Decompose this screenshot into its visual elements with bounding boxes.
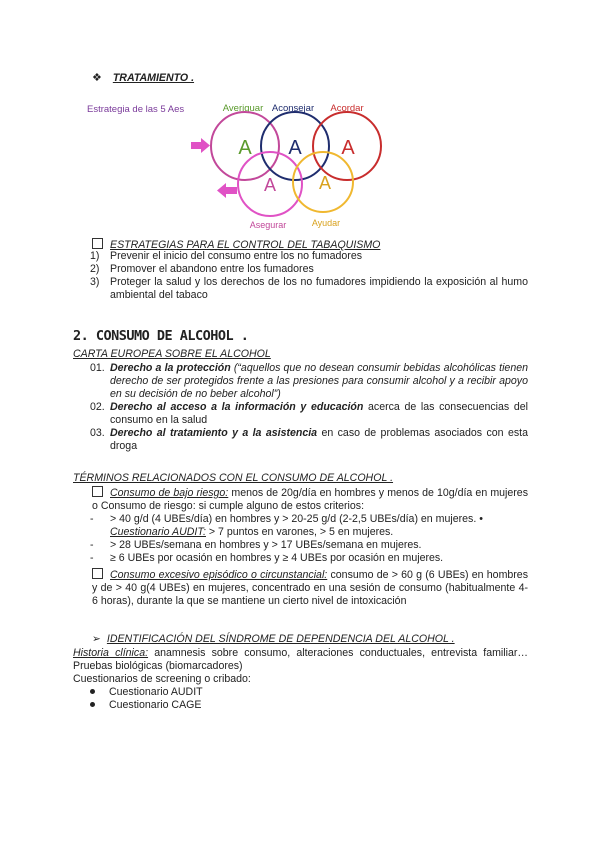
estrategias-list	[90, 250, 528, 302]
list-item	[90, 276, 528, 302]
five-as-diagram	[80, 94, 410, 234]
dash1-a: > 40 g/d (4 UBEs/día) en hombres y > 20-25 g/d (2-2,5 UBEs/día) en mujeres. •	[110, 513, 483, 525]
bajo-riesgo	[92, 486, 528, 513]
label-acordar: Acordar	[330, 103, 364, 114]
list-item	[90, 427, 528, 453]
bajo-riesgo-label: Consumo de bajo riesgo:	[110, 487, 229, 499]
checkbox-icon	[92, 238, 103, 249]
bullet-icon	[90, 702, 95, 707]
historia-text: anamnesis sobre consumo, alteraciones conductuales, entrevista familiar… Pruebas biológicas (biomarcadores)	[73, 647, 528, 672]
item-number: 01.	[90, 362, 105, 374]
section-title: 2. CONSUMO DE ALCOHOL .	[73, 328, 249, 344]
estrategias-title: ESTRATEGIAS PARA EL CONTROL DEL TABAQUISMO	[110, 239, 381, 251]
cuestionarios-list	[90, 686, 203, 712]
dash-bullet: -	[90, 539, 94, 551]
tratamiento-heading	[92, 72, 194, 85]
item-text	[110, 401, 528, 427]
item-bold: Derecho a la protección	[110, 362, 231, 374]
list-item	[90, 401, 528, 427]
identificacion-title: IDENTIFICACIÓN DEL SÍNDROME DE DEPENDENCIA DEL ALCOHOL .	[106, 633, 455, 645]
letter-asegurar: A	[263, 175, 277, 195]
list-item	[90, 250, 528, 263]
excesivo-text: consumo de > 60 g (6 UBEs) en hombres y de > 40 g(4 UBEs) en mujeres, concentrado en una sesión de consumo (habitualmente 4-6 horas), durante la que se mantiene un cierto nivel de intoxicación	[92, 569, 528, 607]
item-number: 1)	[90, 250, 100, 262]
historia-clinica	[73, 647, 528, 673]
list-item	[90, 552, 528, 565]
identificacion-heading	[92, 633, 455, 646]
letter-ayudar: A	[318, 173, 332, 193]
arrow-left-icon	[217, 183, 237, 198]
list-item	[90, 513, 528, 539]
item-text: > 28 UBEs/semana en hombres y > 17 UBEs/semana en mujeres.	[110, 539, 422, 551]
item-text	[110, 513, 483, 539]
label-ayudar: Ayudar	[311, 218, 341, 228]
dash-bullet: -	[90, 513, 94, 525]
label-aconsejar: Aconsejar	[271, 103, 315, 114]
checkbox-icon	[92, 568, 103, 579]
item-text: ≥ 6 UBEs por ocasión en hombres y ≥ 4 UBEs por ocasión en mujeres.	[110, 552, 444, 564]
letter-acordar: A	[341, 137, 355, 159]
list-item	[90, 362, 528, 401]
item-text: Prevenir el inicio del consumo entre los no fumadores	[110, 250, 363, 262]
tratamiento-title: TRATAMIENTO .	[112, 72, 195, 84]
item-text: Cuestionario CAGE	[109, 699, 202, 711]
cuestionarios-label: Cuestionarios de screening o cribado:	[73, 673, 251, 685]
carta-title: CARTA EUROPEA SOBRE EL ALCOHOL	[73, 348, 271, 360]
item-bold: Derecho al tratamiento y a la asistencia	[110, 427, 318, 439]
carta-list	[90, 362, 528, 453]
audit-label: Cuestionario AUDIT:	[110, 526, 206, 538]
diamond-bullet-icon: ❖	[92, 72, 102, 84]
dash-bullet: -	[90, 552, 94, 564]
item-text	[110, 362, 528, 401]
list-item	[90, 263, 528, 276]
item-number: 02.	[90, 401, 105, 413]
letter-averiguar: A	[238, 137, 252, 159]
item-rest: acerca de las consecuencias del consumo en la salud	[110, 401, 528, 426]
item-bold: Derecho al acceso a la información y educación	[110, 401, 364, 413]
item-text: Proteger la salud y los derechos de los no fumadores impidiendo la exposición al humo ambiental del tabaco	[110, 276, 528, 301]
list-item	[90, 539, 528, 552]
item-text: Cuestionario AUDIT	[109, 686, 203, 698]
terminos-title: TÉRMINOS RELACIONADOS CON EL CONSUMO DE ALCOHOL .	[73, 472, 394, 484]
checkbox-icon	[92, 486, 103, 497]
list-item	[90, 686, 203, 699]
label-asegurar: Asegurar	[249, 220, 287, 230]
dash-list	[90, 513, 528, 565]
item-number: 3)	[90, 276, 100, 288]
item-rest: en caso de problemas asociados con esta droga	[110, 427, 528, 452]
bullet-icon	[90, 689, 95, 694]
audit-text: > 7 puntos en varones, > 5 en mujeres.	[205, 526, 394, 538]
item-text: Promover el abandono entre los fumadores	[110, 263, 314, 275]
label-averiguar: Averiguar	[222, 103, 264, 114]
item-rest: (“aquellos que no desean consumir bebidas alcohólicas tienen derecho de ser protegidos frente a las presiones para consumir alcohol y a recibir apoyo en su decisión de no beber alcohol”)	[110, 362, 528, 400]
list-item	[90, 699, 203, 712]
arrow-bullet-icon: ➢	[92, 633, 101, 645]
letter-aconsejar: A	[288, 137, 302, 159]
arrow-right-icon	[191, 138, 210, 153]
bajo-riesgo-text: menos de 20g/día en hombres y menos de 10g/día en mujeres o Consumo de riesgo: si cumple alguno de estos criterios:	[92, 487, 528, 512]
item-number: 03.	[90, 427, 105, 439]
consumo-excesivo	[92, 568, 528, 608]
excesivo-label: Consumo excesivo episódico o circunstancial:	[110, 569, 328, 581]
item-number: 2)	[90, 263, 100, 275]
item-text	[110, 427, 528, 453]
historia-label: Historia clínica:	[73, 647, 149, 659]
diagram-label: Estrategia de las 5 Aes	[87, 104, 185, 115]
